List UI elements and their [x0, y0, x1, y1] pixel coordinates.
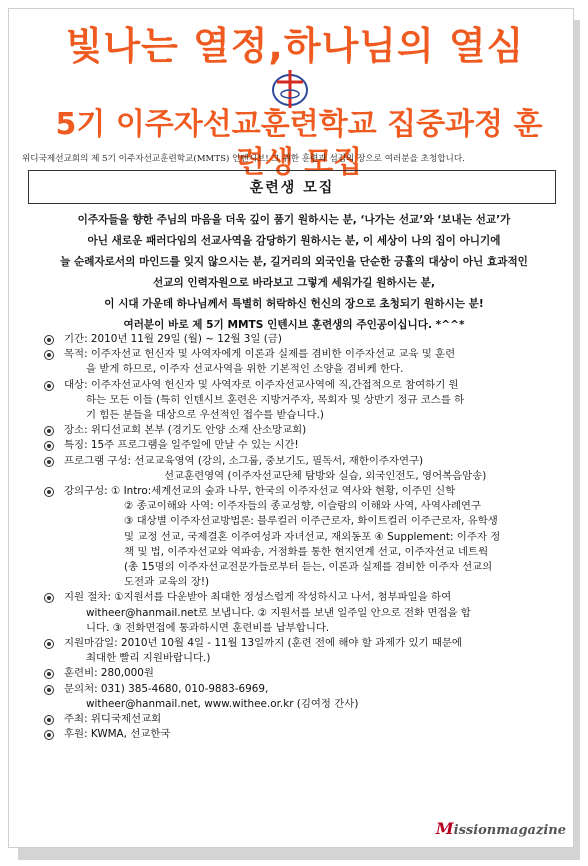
circle-dot-icon: [44, 350, 54, 360]
circle-dot-icon: [44, 487, 54, 497]
list-item-place: 장소: 위디선교회 본부 (경기도 안양 소재 산소망교회): [42, 423, 558, 438]
list-item-host: 주최: 위디국제선교회: [42, 712, 558, 727]
poster-title-line2: 5기 이주자선교훈련학교 집중과정 훈련생 모집: [55, 107, 543, 180]
list-item-contact: 문의처: 031) 385-4680, 010-9883-6969, witheer@hanmail.net, www.withee.or.kr (김여정 간사): [42, 682, 558, 712]
invitation-line: 여러분이 바로 제 5기 MMTS 인텐시브 훈련생의 주인공이십니다. *^^*: [123, 319, 465, 331]
circle-dot-icon: [44, 441, 54, 451]
circle-dot-icon: [44, 669, 54, 679]
circle-dot-icon: [44, 593, 54, 603]
list-item-lecture: 강의구성: ① Intro:세계선교의 숲과 나무, 한국의 이주자선교 역사와 현황, 이주민 신학 ② 종교이해와 사역: 이주자들의 종교성향, 이슬람의 이해와 사역, 사역사례연구 ③ 대상별 이주자선교방법론: 블루컬러 이주근로자, 화이트컬러 이주근로자, 유학생 및 교정 선교, 국제결혼 이주여성과 자녀선교, 재외동포 ④ Supplement: 이주자 정 책 및 법, 이주자선교와 역파송, 거점화를 통한 현지연계 선교, 이주자선교 네트웍 (총 15명의 이주자선교전문가들로부터 듣는, 이론과 실제를 겸비한 이주자 선교의 도전과 교육의 장!): [42, 484, 558, 590]
list-item-period: 기간: 2010년 11월 29일 (월) ~ 12월 3일 (금): [42, 332, 558, 347]
circle-dot-icon: [44, 381, 54, 391]
invitation-text: [20, 210, 568, 336]
circle-dot-icon: [44, 335, 54, 345]
list-item-purpose: 목적: 이주자선교 헌신자 및 사역자에게 이론과 실제를 겸비한 이주자선교 교육 및 훈련 을 받게 하므로, 이주자 선교사역을 위한 기본적인 소양을 겸비케 한다.: [42, 347, 558, 377]
intro-text: 위디국제선교회의 제 5기 이주자선교훈련학교(MMTS) 인텐시브! 그 귀한 훈련과 섬김의 장으로 여러분을 초청합니다.: [22, 154, 465, 164]
circle-dot-icon: [44, 685, 54, 695]
info-list: [42, 332, 558, 742]
invitation-line: 늘 순례자로서의 마인드를 잊지 않으시는 분, 길거리의 외국인을 단순한 긍휼의 대상이 아닌 효과적인: [60, 256, 528, 268]
cross-logo-icon: [262, 66, 318, 110]
invitation-line: 이주자들을 향한 주님의 마음을 더욱 깊이 품기 원하시는 분, ‘나가는 선교’와 ‘보내는 선교’가: [77, 214, 511, 226]
list-item-fee: 훈련비: 280,000원: [42, 666, 558, 681]
list-item-program: 프로그램 구성: 선교교육영역 (강의, 소그룹, 중보기도, 필독서, 재한이주자연구) 선교훈련영역 (이주자선교단체 탐방와 실습, 외국인전도, 영어복음암송): [42, 454, 558, 484]
missionmagazine-logo: Missionmagazine: [435, 819, 566, 838]
recruit-box-title: 훈련생 모집: [249, 180, 335, 196]
poster-title-line1: 빛나는 열정,하나님의 열심: [65, 24, 525, 68]
list-item-sponsor: 후원: KWMA, 선교한국: [42, 727, 558, 742]
invitation-line: 선교의 인력자원으로 바라보고 그렇게 세워가길 원하시는 분,: [153, 277, 435, 289]
circle-dot-icon: [44, 426, 54, 436]
circle-dot-icon: [44, 457, 54, 467]
list-item-apply: 지원 절차: ①지원서를 다운받아 최대한 정성스럽게 작성하시고 나서, 첨부파일을 하여 witheer@hanmail.net로 보냅니다. ② 지원서를 보낸 일주일 안으로 전화 면접을 합 니다. ③ 전화면접에 통과하시면 훈련비를 납부합니다.: [42, 590, 558, 636]
list-item-feature: 특징: 15주 프로그램을 일주일에 만날 수 있는 시간!: [42, 438, 558, 453]
list-item-target: 대상: 이주자선교사역 헌신자 및 사역자로 이주자선교사역에 직,간접적으로 참여하기 원 하는 모든 이들 (특히 인텐시브 훈련은 지방거주자, 목회자 및 상반기 정규 코스를 하 기 힘든 분들을 대상으로 우선적인 접수를 받습니다.): [42, 378, 558, 424]
circle-dot-icon: [44, 715, 54, 725]
circle-dot-icon: [44, 730, 54, 740]
circle-dot-icon: [44, 639, 54, 649]
recruit-box: [28, 170, 556, 204]
invitation-line: 아닌 새로운 패러다임의 선교사역을 감당하기 원하시는 분, 이 세상이 나의 집이 아니기에: [87, 235, 501, 247]
invitation-line: 이 시대 가운데 하나님께서 특별히 허락하신 헌신의 장으로 초청되기 원하시는 분!: [104, 298, 484, 310]
list-item-deadline: 지원마감일: 2010년 10월 4일 - 11월 13일까지 (훈련 전에 해야 할 과제가 있기 때문에 최대한 빨리 지원바랍니다.): [42, 636, 558, 666]
